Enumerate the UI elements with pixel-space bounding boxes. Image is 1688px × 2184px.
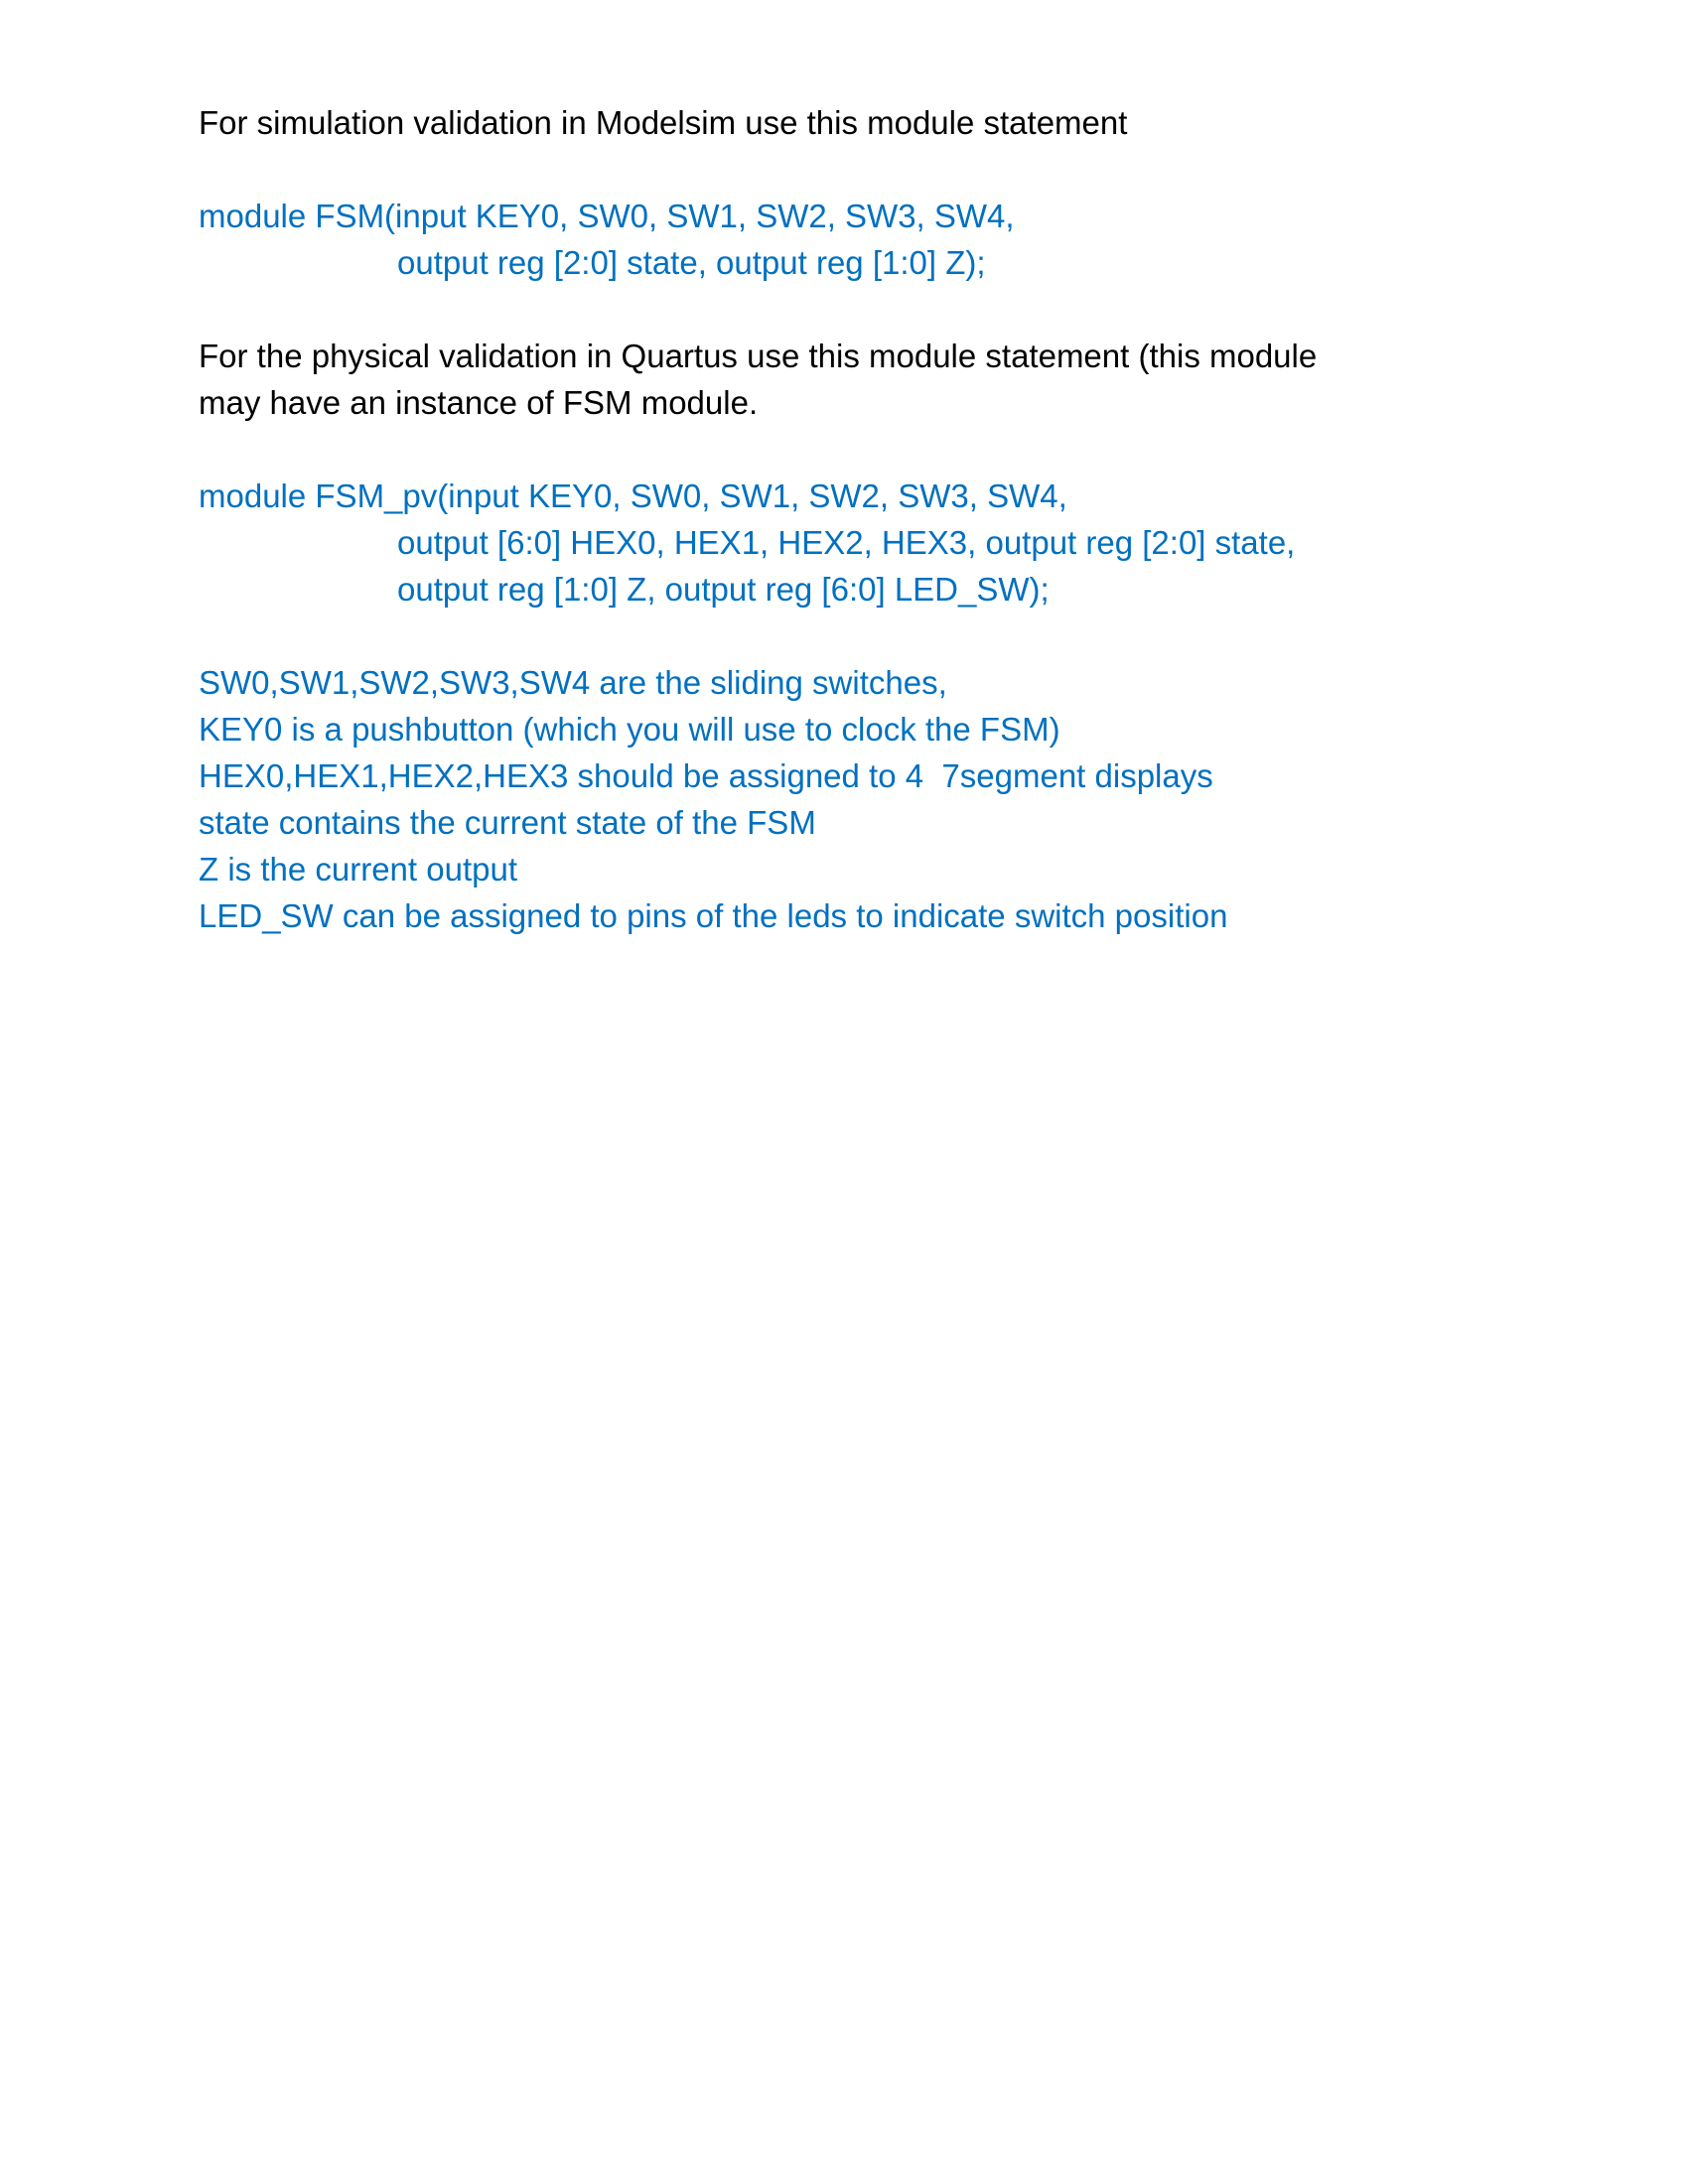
page-content: [199, 99, 1489, 939]
fsm-pv-module-line-1: module FSM_pv(input KEY0, SW0, SW1, SW2, SW3, SW4,: [199, 478, 1067, 514]
fsm-pv-module-line-2: output [6:0] HEX0, HEX1, HEX2, HEX3, output reg [2:0] state,: [397, 524, 1296, 561]
physical-intro-line-1: For the physical validation in Quartus use this module statement (this module: [199, 338, 1318, 374]
note-item: LED_SW can be assigned to pins of the leds to indicate switch position: [199, 897, 1228, 934]
spacer: [199, 286, 1489, 333]
spacer: [199, 146, 1489, 193]
note-item: SW0,SW1,SW2,SW3,SW4 are the sliding switches,: [199, 664, 947, 701]
fsm-pv-module-statement: [199, 473, 1489, 613]
spacer: [199, 426, 1489, 473]
signal-notes-list: [199, 659, 1489, 939]
note-item: state contains the current state of the FSM: [199, 804, 816, 841]
fsm-module-statement: [199, 193, 1489, 286]
note-item: HEX0,HEX1,HEX2,HEX3 should be assigned to 4 7segment displays: [199, 757, 1213, 794]
fsm-module-line-2: output reg [2:0] state, output reg [1:0] Z);: [397, 244, 986, 281]
fsm-pv-module-line-3: output reg [1:0] Z, output reg [6:0] LED_SW);: [397, 571, 1050, 608]
fsm-module-line-1: module FSM(input KEY0, SW0, SW1, SW2, SW3, SW4,: [199, 198, 1015, 234]
physical-intro-line-2: may have an instance of FSM module.: [199, 384, 759, 421]
note-item: KEY0 is a pushbutton (which you will use to clock the FSM): [199, 711, 1060, 748]
spacer: [199, 613, 1489, 659]
physical-intro-text: [199, 333, 1489, 426]
simulation-intro-text: For simulation validation in Modelsim use this module statement: [199, 104, 1128, 141]
note-item: Z is the current output: [199, 851, 517, 887]
